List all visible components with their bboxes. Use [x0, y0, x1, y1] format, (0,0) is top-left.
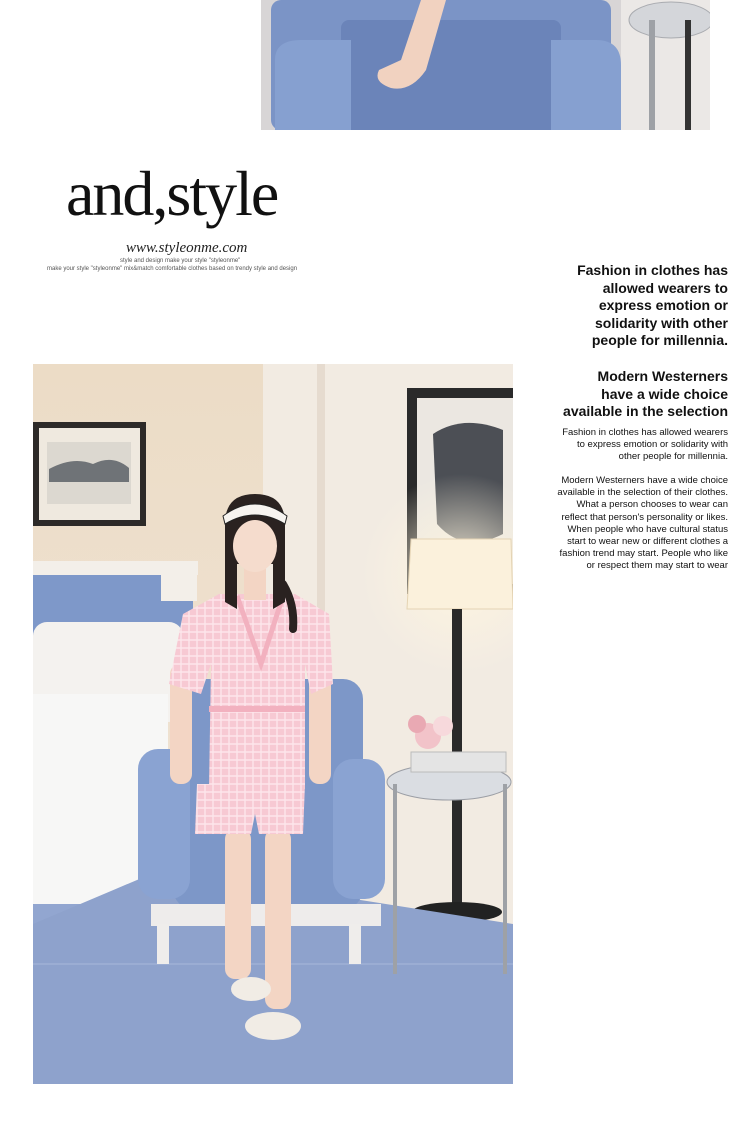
paragraph-line: Modern Westerners have a wide choice [561, 475, 728, 486]
paragraph-line: start to wear new or different clothes a [567, 536, 728, 548]
paragraph-line: available in the selection of their clothes. [557, 487, 728, 499]
headline-line: allowed wearers to [602, 279, 728, 296]
paragraph-line: to express emotion or solidarity with [576, 439, 728, 451]
headline-line: people for millennia. [591, 332, 728, 348]
paragraph-1 [498, 427, 728, 464]
brand-title: and,style [66, 158, 278, 229]
brand-url: www.styleonme.com [126, 240, 248, 256]
headline-block-1 [498, 262, 728, 350]
paragraph-line: What a person chooses to wear can [576, 499, 728, 511]
headline-line: Modern Westerners [597, 368, 728, 384]
headline-line: solidarity with other [594, 314, 728, 331]
paragraph-line: Fashion in clothes has allowed wearers [562, 427, 728, 438]
headline-block-2 [498, 368, 728, 421]
headline-line: express emotion or [598, 297, 728, 313]
paragraph-line: When people who have cultural status [567, 523, 728, 535]
brand-tagline-2: make your style "styleonme" mix&match comfortable clothes based on trendy style and design [47, 266, 298, 272]
top-product-photo [261, 0, 710, 130]
headline-line: have a wide choice [601, 385, 728, 402]
paragraph-line: or respect them may start to wear [586, 560, 728, 572]
main-product-photo [33, 364, 513, 1084]
headline-line: available in the selection [563, 403, 728, 419]
brand-tagline-1: style and design make your style "styleonme" [120, 258, 241, 264]
paragraph-line: fashion trend may start. People who like [559, 548, 728, 560]
paragraph-2 [498, 475, 728, 573]
headline-line: Fashion in clothes has [577, 262, 728, 278]
paragraph-line: reflect that person's personality or likes. [561, 511, 728, 523]
paragraph-line: other people for millennia. [618, 451, 728, 463]
